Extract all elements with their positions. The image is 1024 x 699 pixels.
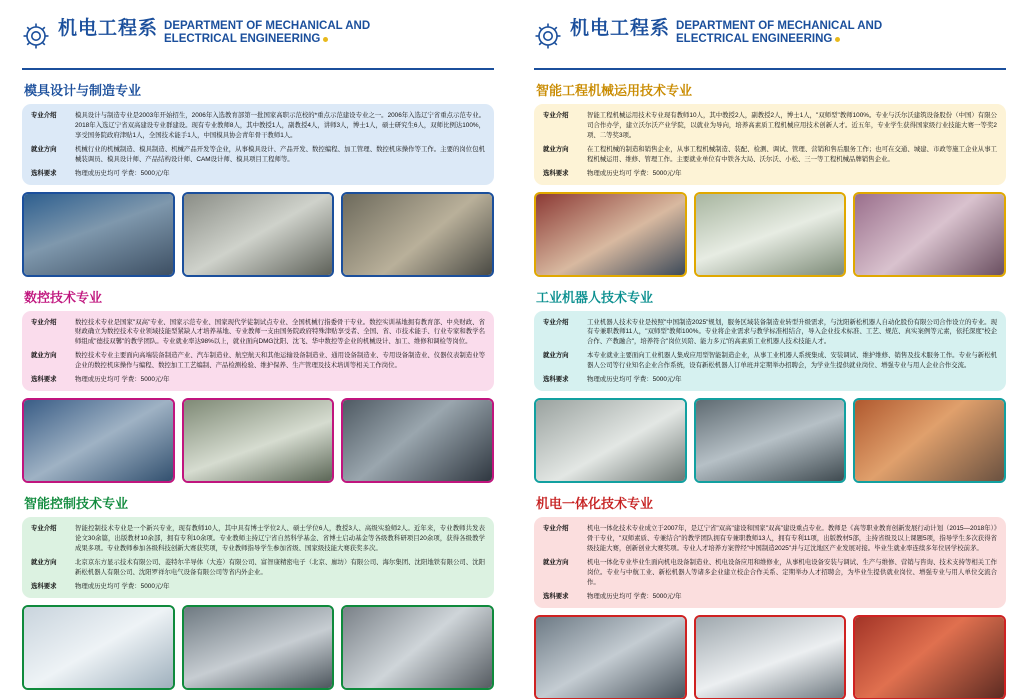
info-label-intro: 专业介绍 (543, 318, 569, 326)
photo-robot-1 (534, 398, 687, 483)
photo-control-3-image (343, 607, 492, 688)
info-row-intro (543, 524, 997, 554)
info-row-career (31, 558, 485, 578)
photo-engmach-1 (534, 192, 687, 277)
info-text-career: 本专业就业主要面向工业机器人集成应用型智能制造企业，从事工业机器人系统集成、安装调试、维护维修、销售及技术服务工作。专业与新松机器人公司等行业知名企业合作系统，设有新松机器人订单班并定期举办招聘会，为学业生提供就业岗位、增强专业与用人企业合作交流。 (587, 352, 997, 370)
info-row-career (31, 145, 485, 165)
photo-engmach-2 (694, 192, 847, 277)
major-info-box (534, 517, 1006, 607)
photo-mold-2 (182, 192, 335, 277)
info-text-intro: 智能控制技术专业是一个新兴专业，现有教师10人，其中具有博士学位2人、硕士学位6人，教授3人、高级实验师2人。近年来，专业教师共发表论文30余篇，出版教材10余部，拥有专利10余项。专业教师主持辽宁省自然科学基金、省博士启动基金等各级教科研项目20余项，获得各级教学成果多项。专业教师参加各级科技创新大赛获奖项，专业教师指导学生参加省级、国家级技能大赛获奖多次。 (75, 525, 485, 552)
major-info-box (22, 104, 494, 185)
header-divider-left (22, 68, 494, 70)
photo-control-1-image (24, 607, 173, 688)
info-label-career: 就业方向 (543, 558, 569, 566)
info-label-intro: 专业介绍 (543, 525, 569, 533)
info-label-requirement: 选科要求 (543, 592, 569, 600)
info-label-career: 就业方向 (31, 558, 57, 566)
photo-mechatronics-3 (853, 615, 1006, 699)
photo-control-2 (182, 605, 335, 690)
info-text-career: 在工程机械的制造和销售企业，从事工程机械制造、装配、检测、调试、管理、营销和售后服务工作；也可在交通、城建、市政等施工企业从事工程机械运用、维修、管理工作。主要就业单位有中铁各大局、沃尔沃、小松、三一等工程机械品牌销售企业。 (587, 145, 997, 163)
photo-control-3 (341, 605, 494, 690)
photo-control-1 (22, 605, 175, 690)
info-row-career (31, 351, 485, 371)
photo-mechatronics-2 (694, 615, 847, 699)
info-row-career (543, 558, 997, 588)
info-row-intro (31, 111, 485, 141)
major-info-box (534, 311, 1006, 392)
photo-robot-2-image (696, 400, 845, 481)
photo-cnc-3 (341, 398, 494, 483)
photo-robot-3-image (855, 400, 1004, 481)
info-text-career: 机电一体化专业毕业生面向机电设备制造业、机电设备应用和维修业，从事机电设备安装与调试、生产与维修、营销与咨询、技术支持等相关工作岗位。专业与中航工业、新松机器人等诸多企业建立校企合作关系、定期举办人才招聘会，为毕业生提供就业岗位、增强专业与用人单位交流合作。 (587, 558, 997, 586)
info-label-intro: 专业介绍 (31, 318, 57, 326)
info-text-intro: 机电一体化技术专业成立于2007年，是辽宁省"双高"建设和国家"双高"建设重点专业。教师是《高等职业教育创新发展行动计划（2015—2018年）》骨干专业，"双师素质、专兼结合"的教学团队拥有专兼职教师13人，拥有专利11项，出版教材5部，主持省级及以上课题5项，指导学生多次获得省级技能大赛，创新创业大赛奖项。专业人才培养方案曾经"中国制造2025"并与辽沈地区产业发展对接。毕业生就业率连续多年位居学校前茅。 (587, 525, 997, 552)
info-text-intro: 智能工程机械运用技术专业现有教师10人，其中教授2人，副教授2人，博士1人，"双师型"教师100%。专业与沃尔沃建筑设备股份（中国）有限公司合作办学，建立沃尔沃产业学院，以就业为导向，培养高素质工程机械应用技术创新人才。近五年，专业学生获得国家级行业技能大赛一等奖2项、二等奖3项。 (587, 112, 997, 139)
yellow-dot-icon (323, 37, 328, 42)
info-text-intro: 数控技术专业是国家"双高"专业、国家示范专业、国家现代学徒制试点专业、全国机械行指委骨干专业。数控实训基地拥有教育部、中央财政、省财政确立为数控技术专业领域技能型紧缺人才培养基地、专业教师一支由国务院政府特殊津贴享受者、全国、省、市技术能手、行业专家和教学名师组成"德技双馨"的教学团队。专业就业率达98%以上，就业面向DMG沈阳、沈飞、华中数控等企业的机械设计、加工、维修和调检等岗位。 (75, 318, 485, 346)
info-text-requirement: 物理或历史均可 学费：5000元/年 (587, 169, 682, 177)
photo-robot-1-image (536, 400, 685, 481)
photo-robot-3 (853, 398, 1006, 483)
gear-logo-icon (534, 22, 562, 50)
info-row-career (543, 351, 997, 371)
department-title-en-line2: ELECTRICAL ENGINEERING (164, 33, 321, 46)
photo-mold-2-image (184, 194, 333, 275)
department-title-en-line1: DEPARTMENT OF MECHANICAL AND (676, 20, 883, 32)
photo-mechatronics-2-image (696, 617, 845, 698)
info-label-intro: 专业介绍 (31, 525, 57, 533)
photo-row (22, 192, 494, 277)
major-title: 工业机器人技术专业 (536, 289, 654, 305)
major-title: 模具设计与制造专业 (24, 83, 142, 98)
photo-row (534, 615, 1006, 699)
major-info-box (22, 517, 494, 598)
gear-logo-icon (22, 22, 50, 50)
major-block (22, 287, 494, 484)
info-text-career: 北京京东方显示技术有限公司、菱特尔半导体（大连）有限公司、富智康精密电子（北京、廊坊）有限公司、海尔集团、沈阳地铁有限公司、沈阳新松机器人有限公司、沈阳罗祥尔电气设备有限公司等省内外企业。 (75, 558, 485, 576)
info-row-career (543, 145, 997, 165)
photo-mechatronics-3-image (855, 617, 1004, 698)
info-text-requirement: 物理或历史均可 学费：5000元/年 (587, 376, 682, 384)
photo-row (534, 192, 1006, 277)
photo-cnc-2-image (184, 400, 333, 481)
info-text-career: 机械行业的机械制造、模具制造、机械产品开发等企业，从事模具设计、产品开发、数控编程、加工管理、数控机床操作等工作。主要的岗位包机械装调员、模具设计师、产品结构设计师、CAM设计师、模具项目工程师等。 (75, 145, 485, 163)
info-row-intro (31, 524, 485, 554)
info-row-requirement (543, 592, 997, 602)
major-block (534, 493, 1006, 699)
info-row-requirement (543, 169, 997, 179)
info-text-intro: 模具设计与制造专业是2003年开始招生，2006年入选教育部第一批国家高职示范校的*重点示范建设专业之一。2006年入选辽宁省重点示范专业。2018年入选辽宁省双高建设专业群建设。现有专业教师8人，其中教授1人，副教授4人，讲师3人，博士1人，硕士研究生6人，双师比例达100%，享受国务院政府津贴1人，全国技术能手1人，中国模具协会青年骨干教师1人。 (75, 112, 485, 139)
photo-engmach-1-image (536, 194, 685, 275)
major-title: 机电一体化技术专业 (536, 496, 654, 512)
major-info-box (22, 311, 494, 392)
info-label-requirement: 选科要求 (31, 376, 57, 384)
photo-row (22, 605, 494, 690)
info-label-career: 就业方向 (543, 145, 569, 153)
info-label-requirement: 选科要求 (31, 169, 57, 177)
photo-engmach-3-image (855, 194, 1004, 275)
department-title-en-line2: ELECTRICAL ENGINEERING (676, 33, 833, 46)
major-block (534, 287, 1006, 484)
info-label-career: 就业方向 (31, 145, 57, 153)
photo-cnc-1 (22, 398, 175, 483)
major-title: 智能控制技术专业 (24, 496, 129, 512)
info-row-intro (31, 318, 485, 348)
department-header-right (534, 18, 1006, 58)
info-text-requirement: 物理或历史均可 学费：5000元/年 (75, 582, 170, 590)
photo-row (22, 398, 494, 483)
photo-mold-1-image (24, 194, 173, 275)
info-label-requirement: 选科要求 (31, 582, 57, 590)
photo-mold-3-image (343, 194, 492, 275)
info-label-intro: 专业介绍 (31, 112, 57, 119)
info-label-requirement: 选科要求 (543, 376, 569, 384)
info-text-intro: 工业机器人技术专业是按照"中国制造2025"规划，服务区域装备制造业转型升级需求，与沈阳新松机器人自动化股份有限公司合作设立的专业。现有专兼职教师11人，"双师型"教师100%。专业将企业需求与教学标准相结合，导入企业技术标准、工艺、规范、真实案例等元素，依托深度"校企合作、产教融合"，培养符合"岗位贝陪、能力多元"的高素质工业机器人技术技能人才。 (587, 318, 997, 346)
department-header-left (22, 18, 494, 58)
yellow-dot-icon (835, 37, 840, 42)
info-row-requirement (31, 375, 485, 385)
photo-mechatronics-1 (534, 615, 687, 699)
photo-row (534, 398, 1006, 483)
major-title: 数控技术专业 (24, 289, 103, 305)
info-text-requirement: 物理或历史均可 学费：5000元/年 (75, 169, 170, 177)
major-info-box (534, 104, 1006, 185)
photo-engmach-2-image (696, 194, 845, 275)
info-row-requirement (543, 375, 997, 385)
major-list-left (22, 80, 494, 690)
photo-mold-3 (341, 192, 494, 277)
major-block (534, 80, 1006, 277)
photo-cnc-1-image (24, 400, 173, 481)
info-row-requirement (31, 169, 485, 179)
photo-robot-2 (694, 398, 847, 483)
info-row-requirement (31, 582, 485, 592)
right-page (512, 0, 1024, 699)
info-row-intro (543, 111, 997, 141)
photo-mechatronics-1-image (536, 617, 685, 698)
department-title-en-line1: DEPARTMENT OF MECHANICAL AND (164, 20, 371, 32)
department-title-en (676, 18, 882, 46)
photo-engmach-3 (853, 192, 1006, 277)
photo-mold-1 (22, 192, 175, 277)
major-title: 智能工程机械运用技术专业 (536, 83, 693, 98)
department-title-cn: 机电工程系 (58, 18, 159, 39)
header-divider-right (534, 68, 1006, 70)
info-text-requirement: 物理或历史均可 学费：5000元/年 (587, 592, 682, 600)
photo-cnc-2 (182, 398, 335, 483)
major-block (22, 493, 494, 690)
major-block (22, 80, 494, 277)
info-text-career: 数控技术专业主要面向高端装备制造产业、汽车制造业、航空航天和其他运输设备制造业、通用设备制造业、专用设备制造业、仪器仪表制造业等企业的数控机床操作与编程、数控加工工艺编制、产品检测检验、维护保养、生产管理及技术培训等相关工作岗位。 (75, 352, 485, 370)
info-row-intro (543, 318, 997, 348)
info-label-career: 就业方向 (543, 352, 569, 360)
info-label-intro: 专业介绍 (543, 112, 569, 119)
info-label-requirement: 选科要求 (543, 169, 569, 177)
department-title-en (164, 18, 370, 46)
major-list-right (534, 80, 1006, 699)
department-title-cn: 机电工程系 (570, 18, 671, 39)
info-label-career: 就业方向 (31, 352, 57, 360)
photo-control-2-image (184, 607, 333, 688)
photo-cnc-3-image (343, 400, 492, 481)
info-text-requirement: 物理或历史均可 学费：5000元/年 (75, 376, 170, 384)
